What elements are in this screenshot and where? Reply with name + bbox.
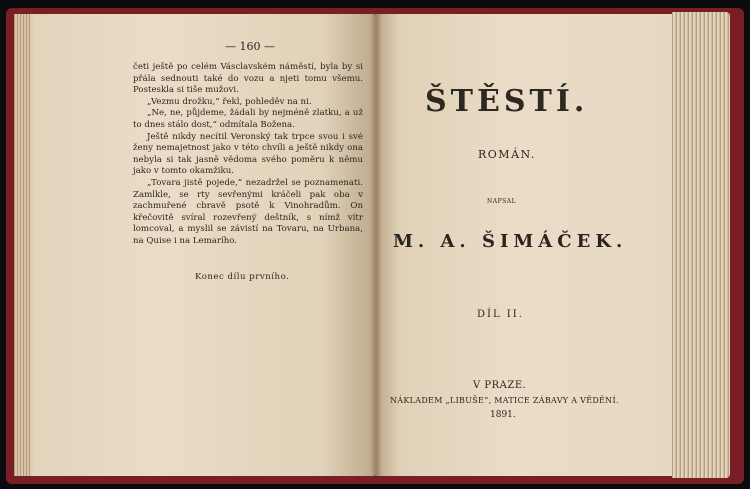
byline-label: NAPSAL xyxy=(487,198,517,205)
page-body-text xyxy=(133,62,363,248)
paragraph: četi ještě po celém Vásclavském náměstí, byla by si přála sednouti také do vozu a njeti tomu všemu. Posteskla si tiše mužovi. xyxy=(133,62,363,96)
right-page-edges xyxy=(672,12,730,478)
book-title: ŠTĚSTÍ. xyxy=(425,84,589,119)
paragraph: „Vezmu drožku,“ řekl, pohleděv na ni. xyxy=(147,96,312,107)
paragraph: Ještě nikdy necítil Veronský tak trpce svou i své ženy nemajetnost jako v této chvíli a ještě nikdy ona nebyla si tak jasně vědoma svého poměru k němu jako v tomto okamžiku. xyxy=(133,131,363,177)
book-spine-gutter xyxy=(370,14,382,476)
page-number: — 160 — xyxy=(225,40,275,53)
paragraph: „Ne, ne, půjdeme, žádali by nejméně zlatku, a už to dnes stálo dost,“ odmítala Božena. xyxy=(133,108,363,130)
genre-label: ROMÁN. xyxy=(478,148,536,161)
paragraph: „Tovara jistě pojede,“ nezadržel se poznamenati. Zamlkle, se rty sevřenými kráčeli pak oba v zachmuřené cbravě psotě k Vinohradům. On křečovitě svíral rozevřený deštník, s nímž vítr lomcoval, a myslil se závistí na Tovaru, na Urbana, na Quise i na Lemarího. xyxy=(133,177,363,246)
publisher-line: NÁKLADEM „LIBUŠE“, MATICE ZÁBAVY A VĚDĚNÍ. xyxy=(390,396,619,405)
publication-year: 1891. xyxy=(490,410,516,420)
volume-label: DÍL II. xyxy=(477,309,524,320)
publication-place: V PRAZE. xyxy=(473,380,527,391)
part-end-note: Konec dílu prvního. xyxy=(195,272,290,282)
author-name: M. A. ŠIMÁČEK. xyxy=(393,231,628,252)
left-page-edges xyxy=(14,14,30,476)
